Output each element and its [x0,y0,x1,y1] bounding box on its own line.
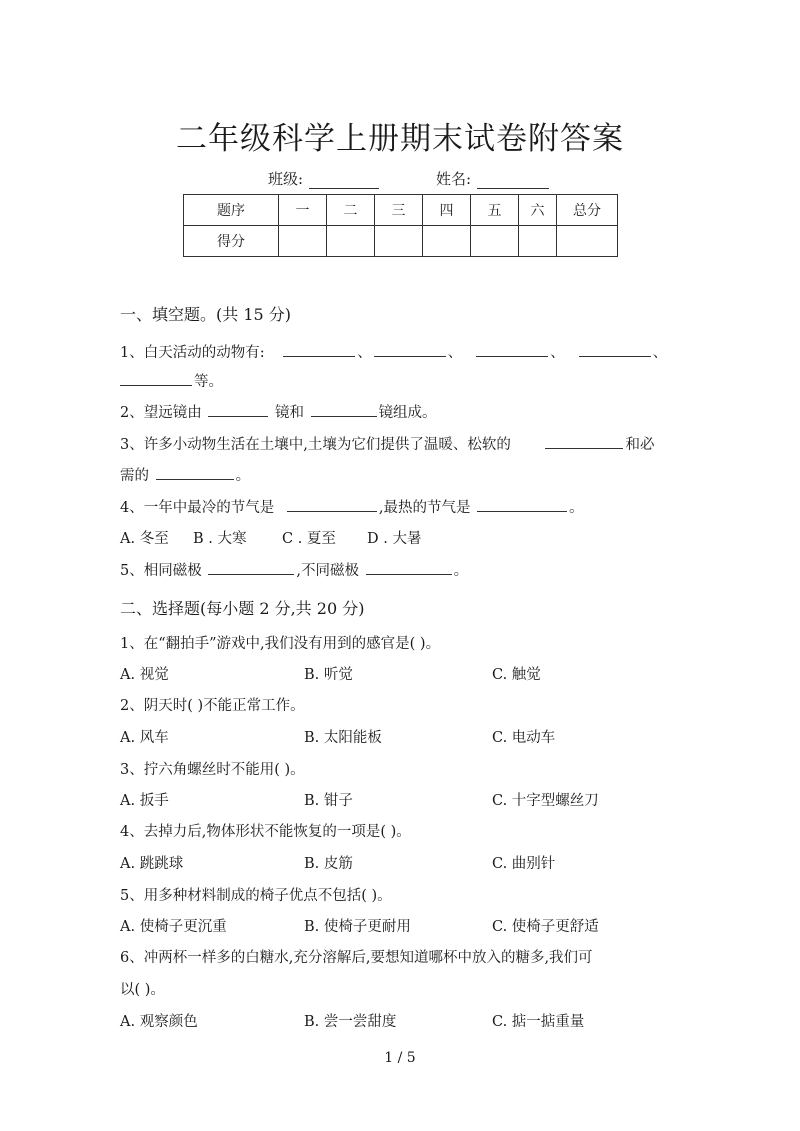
s2-option[interactable]: A. 使椅子更沉重 [120,919,227,935]
score-header-cell: 三 [375,195,423,226]
score-cell[interactable] [471,226,519,257]
score-header-cell: 一 [279,195,327,226]
s2-question: 4、去掉力后,物体形状不能恢复的一项是( )。 [120,824,411,840]
score-cell[interactable] [327,226,375,257]
s1-q4-option[interactable]: C . 夏至 [282,531,336,547]
answer-blank[interactable] [283,341,355,357]
score-header-cell: 四 [423,195,471,226]
score-header-cell: 题序 [184,195,279,226]
s1-q3-line1: 3、许多小动物生活在土壤中,土壤为它们提供了温暖、松软的 和必 [120,433,654,454]
class-label: 班级: [268,168,379,189]
s2-question: 3、拧六角螺丝时不能用( )。 [120,762,305,778]
answer-blank[interactable] [120,370,192,386]
answer-blank[interactable] [311,401,377,417]
score-cell[interactable] [557,226,618,257]
s2-option[interactable]: B. 太阳能板 [304,730,382,746]
page-title: 二年级科学上册期末试卷附答案 [176,121,624,157]
s2-option[interactable]: B. 听觉 [304,667,353,683]
score-cell[interactable] [519,226,557,257]
page-number: 1 / 5 [384,1050,416,1066]
s2-option[interactable]: C. 曲别针 [492,856,556,872]
s2-option[interactable]: C. 使椅子更舒适 [492,919,599,935]
s2-option[interactable]: B. 皮筋 [304,856,353,872]
answer-blank[interactable] [366,559,452,575]
name-label: 姓名: [436,168,549,189]
s2-question: 6、冲两杯一样多的白糖水,充分溶解后,要想知道哪杯中放入的糖多,我们可 [120,950,593,966]
answer-blank[interactable] [477,496,567,512]
s2-option[interactable]: A. 跳跳球 [120,856,184,872]
s1-q4-option[interactable]: A. 冬至 [120,531,169,547]
score-cell[interactable] [375,226,423,257]
s2-option[interactable]: C. 十字型螺丝刀 [492,793,599,809]
s2-option[interactable]: A. 观察颜色 [120,1014,198,1030]
class-blank[interactable] [309,172,379,189]
score-row-label: 得分 [184,226,279,257]
name-blank[interactable] [477,172,549,189]
s2-option[interactable]: C. 掂一掂重量 [492,1014,585,1030]
score-header-cell: 五 [471,195,519,226]
answer-blank[interactable] [208,401,268,417]
s1-q5: 5、相同磁极 ,不同磁极 。 [120,559,468,580]
s2-option[interactable]: B. 尝一尝甜度 [304,1014,397,1030]
score-header-cell: 总分 [557,195,618,226]
s1-q3-line2: 需的 。 [120,464,250,485]
answer-blank[interactable] [476,341,548,357]
s2-option[interactable]: A. 风车 [120,730,169,746]
s2-question: 1、在“翻拍手”游戏中,我们没有用到的感官是( )。 [120,636,441,652]
s1-q4: 4、一年中最冷的节气是 ,最热的节气是 。 [120,496,584,517]
answer-blank[interactable] [579,341,651,357]
s2-question: 5、用多种材料制成的椅子优点不包括( )。 [120,888,392,904]
answer-blank[interactable] [287,496,377,512]
score-table [183,194,618,257]
s2-option[interactable]: B. 钳子 [304,793,353,809]
score-table-header-row [184,195,618,226]
s2-option[interactable]: A. 视觉 [120,667,169,683]
s1-q2: 2、望远镜由 镜和 镜组成。 [120,401,437,422]
s1-q1-line2: 等。 [120,370,223,391]
answer-blank[interactable] [156,464,234,480]
section1-heading: 一、填空题。(共 15 分) [120,305,292,324]
s1-q4-option[interactable]: B . 大寒 [193,531,247,547]
s2-option[interactable]: C. 电动车 [492,730,556,746]
s2-question: 2、阴天时( )不能正常工作。 [120,698,305,714]
score-header-cell: 六 [519,195,557,226]
s2-option[interactable]: B. 使椅子更耐用 [304,919,411,935]
score-cell[interactable] [423,226,471,257]
s2-option[interactable]: C. 触觉 [492,667,541,683]
section2-heading: 二、选择题(每小题 2 分,共 20 分) [120,599,365,618]
score-cell[interactable] [279,226,327,257]
s2-question-cont: 以( )。 [120,982,165,998]
s2-option[interactable]: A. 扳手 [120,793,169,809]
score-table-score-row [184,226,618,257]
s1-q4-option[interactable]: D . 大暑 [367,531,422,547]
answer-blank[interactable] [545,433,623,449]
s1-q1-line1: 1、白天活动的动物有: 、 、 、 、 [120,341,667,362]
answer-blank[interactable] [208,559,294,575]
answer-blank[interactable] [374,341,446,357]
score-header-cell: 二 [327,195,375,226]
